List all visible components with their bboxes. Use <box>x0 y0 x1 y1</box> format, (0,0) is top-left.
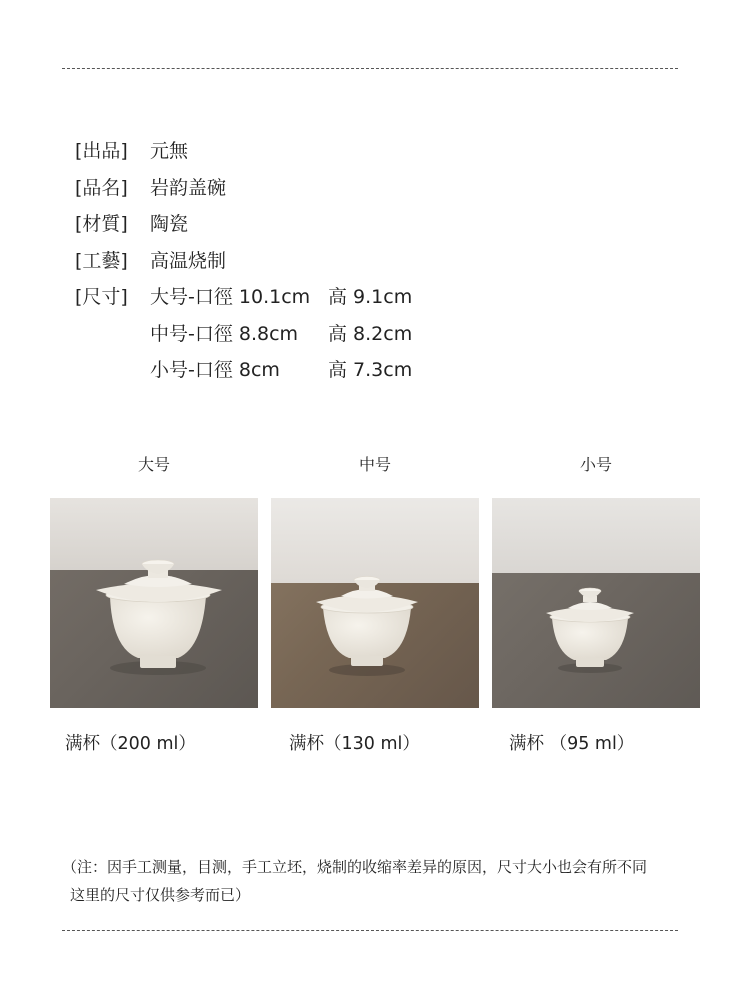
spec-value: 岩韵盖碗 <box>150 176 227 199</box>
spec-value <box>150 279 412 316</box>
product-photo-large <box>50 498 258 708</box>
size-height: 高 8.2cm <box>328 322 413 345</box>
product-label-small: 小号 <box>579 455 612 474</box>
spec-key: [工藝] <box>75 249 128 272</box>
footnote-line-2: 这里的尺寸仅供参考而已） <box>70 886 251 904</box>
product-label-medium: 中号 <box>358 455 391 474</box>
capacity-small: 满杯 （95 ml） <box>509 734 635 754</box>
size-name: 小号-口徑 8cm <box>150 359 280 381</box>
spec-value <box>150 352 412 389</box>
spec-key: [品名] <box>75 176 128 199</box>
spec-key: [出品] <box>75 140 128 162</box>
size-name: 大号-口徑 10.1cm <box>150 286 311 308</box>
size-name: 中号-口徑 8.8cm <box>150 322 299 345</box>
product-label-large: 大号 <box>137 455 170 474</box>
spec-row-material <box>75 206 412 243</box>
spec-row-name <box>75 170 412 207</box>
spec-value: 高温烧制 <box>150 249 227 272</box>
capacity-medium: 满杯（130 ml） <box>289 734 420 754</box>
spec-row-craft <box>75 243 412 280</box>
footnote-line-1: （注：因手工测量，目测，手工立坯，烧制的收缩率差异的原因，尺寸大小也会有所不同 <box>62 858 648 876</box>
spec-value: 元無 <box>150 140 189 162</box>
spec-value: 陶瓷 <box>150 213 189 235</box>
divider-bottom <box>62 930 678 931</box>
spec-row-size-medium <box>75 316 412 353</box>
spec-row-size-small <box>75 352 412 389</box>
divider-top <box>62 68 678 69</box>
spec-row-size-large <box>75 279 412 316</box>
spec-value <box>150 316 412 353</box>
spec-key: [尺寸] <box>75 286 128 308</box>
spec-row-producer <box>75 133 412 170</box>
size-height: 高 7.3cm <box>328 359 413 381</box>
spec-key: [材質] <box>75 213 128 235</box>
capacity-large: 满杯（200 ml） <box>65 734 196 754</box>
product-photo-small <box>492 498 700 708</box>
footnote <box>62 853 722 909</box>
size-height: 高 9.1cm <box>328 286 413 308</box>
spec-list <box>75 133 412 389</box>
product-photo-medium <box>271 498 479 708</box>
